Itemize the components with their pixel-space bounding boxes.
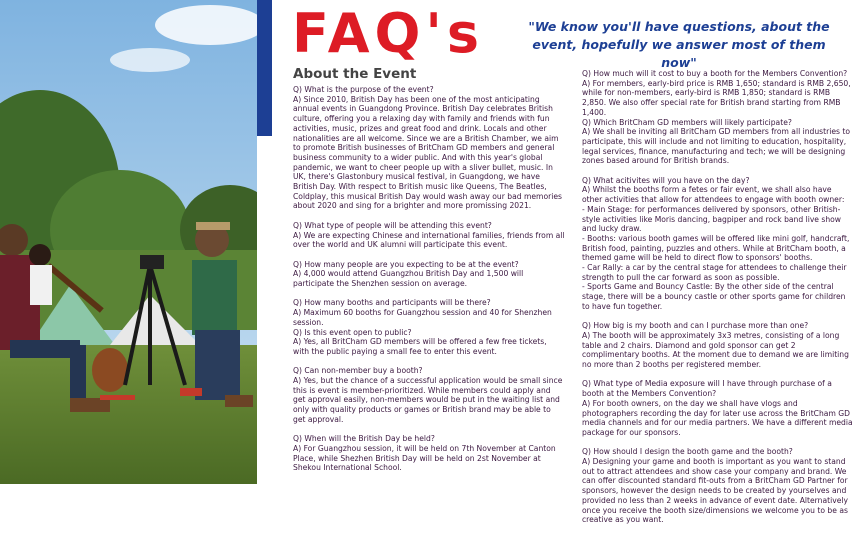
event-photo [0, 0, 257, 484]
faq-question: Q) Can non-member buy a booth? [293, 366, 423, 376]
faq-item [582, 379, 854, 437]
faq-column-left [293, 85, 565, 483]
faq-item [293, 260, 565, 289]
faq-answer: A) For members, early-bird price is RMB 1,650; standard is RMB 2,650, while for non-members, early-bird is RMB 1,850; standard is RMB 2,850. We also offer special rate for British brand starting from RMB 1,400. Q) Which BritCham GD members will likely participate? A) We shall be inviting all BritCham GD members from all industries to participate, this will include and not limiting to education, hospitality, legal services, finance, manufacturing and tech; we will be designing zones based around for British brands. [582, 78, 851, 166]
faq-question: Q) What is the purpose of the event? [293, 85, 434, 94]
faq-item [582, 447, 854, 525]
faq-item [293, 85, 565, 211]
faq-item [582, 321, 854, 370]
faq-item [582, 176, 854, 312]
faq-question: Q) How many people are you expecting to be at the event? [293, 259, 519, 269]
faq-item [582, 69, 854, 166]
faq-answer: A) Designing your game and booth is important as you want to stand out to attract attendees and show case your company and brand. We can offer discounted standard fit-outs from a BritCham GD Partner for sponsors, however the design needs to be created by yourselves and provided no less than 2 weeks in advance of event date. Alternatively once you receive the booth size/dimensions we welcome you to be as creative as you want. [582, 457, 848, 525]
faq-answer: A) 4,000 would attend Guangzhou British Day and 1,500 will participate the Shenzhen session on average. [293, 269, 524, 289]
faq-question: Q) How should I design the booth game and the booth? [582, 447, 793, 457]
faq-answer: A) For booth owners, on the day we shall have vlogs and photographers recording the day for later use across the BritCham GD media channels and for our media partners. We have a different media package for our sponsors. [582, 398, 853, 437]
faq-question: Q) How big is my booth and can I purchase more than one? [582, 321, 809, 331]
faq-column-right [582, 69, 854, 535]
faq-answer: A) The booth will be approximately 3x3 metres, consisting of a long table and 2 chairs. Diamond and gold sponsor can get 2 complimentary booths. At the moment due to demand we are limiting no more than 2 booths per registered member. [582, 330, 849, 370]
faq-item [293, 298, 565, 356]
tagline: "We know you'll have questions, about the event, hopefully we answer most of them now" [528, 19, 830, 70]
faq-answer: A) Maximum 60 booths for Guangzhou session and 40 for Shenzhen session. Q) Is this event open to public? A) Yes, all BritCham GD members will be offered a few free tickets, with the public paying a small fee to enter this event. [293, 308, 552, 356]
faq-answer: A) Since 2010, British Day has been one of the most anticipating annual events in Guangdong Province. British Day celebrates British culture, offering you a relaxing day with family and friends with fun activities, music, prizes and great food and drink. Locals and other nationalities are all welcome. Since we are a British Chamber, we aim to promote British businesses of BritCham GD members and general business community to a wider public. And with this year's global pandemic, we want to cheer people up with a sliver bullet, music. In UK, there's Glastonbury musical festival, in Guangdong, we have British Day. With respect to British music like Queens, The Beatles, Coldplay, this musical British Day would wash away our bad memories about 2020 and sing for a brighter and more promissing 2021. [293, 94, 562, 211]
faq-answer: A) For Guangzhou session, it will be held on 7th November at Canton Place, while Shezhen British Day will be held on 2st November at Shekou International School. [293, 443, 556, 473]
faq-question: Q) What type of people will be attending this event? [293, 220, 492, 230]
faq-question: Q) What acitivites will you have on the day? [582, 175, 750, 185]
faq-question: Q) What type of Media exposure will I have through purchase of a booth at the Members Convention? [582, 379, 832, 399]
faq-question: Q) When will the British Day be held? [293, 434, 435, 444]
faq-question: Q) How many booths and participants will be there? [293, 298, 491, 308]
faq-item [293, 434, 565, 473]
faq-answer: A) Yes, but the chance of a successful application would be small since this is event is member-prioritized. While members could apply and get approval easily, non-members would be put in the waiting list and only with quality products or games or British brand may be able to get approval. [293, 376, 563, 424]
accent-bar [257, 0, 272, 136]
faq-question: Q) How much will it cost to buy a booth for the Members Convention? [582, 69, 848, 78]
faq-item [293, 221, 565, 250]
faq-answer: A) Whilst the booths form a fetes or fair event, we shall also have other activities that allow for attendees to engage with booth owner: - Main Stage: for performances delivered by sponsors, other British-style activities like Moris dancing, bagpiper and rock band live show and lucky draw. - Booths: various booth games will be offered like mini golf, handcraft, British food, painting, puzzles and others. While at BritCham booth, a themed game will be held to direct flow to sponsors' booths. - Car Rally: a car by the central stage for attendees to challenge their strength to pull the car forward as soon as possible. - Sports Game and Bouncy Castle: By the other side of the central stage, there will be a bouncy castle or other sports game for children to have fun together. [582, 185, 850, 311]
faq-answer: A) We are expecting Chinese and international families, friends from all over the world and UK alumni will participate this event. [293, 230, 565, 250]
faq-item [293, 366, 565, 424]
page-title: FAQ's [292, 2, 485, 65]
section-heading: About the Event [293, 66, 417, 82]
